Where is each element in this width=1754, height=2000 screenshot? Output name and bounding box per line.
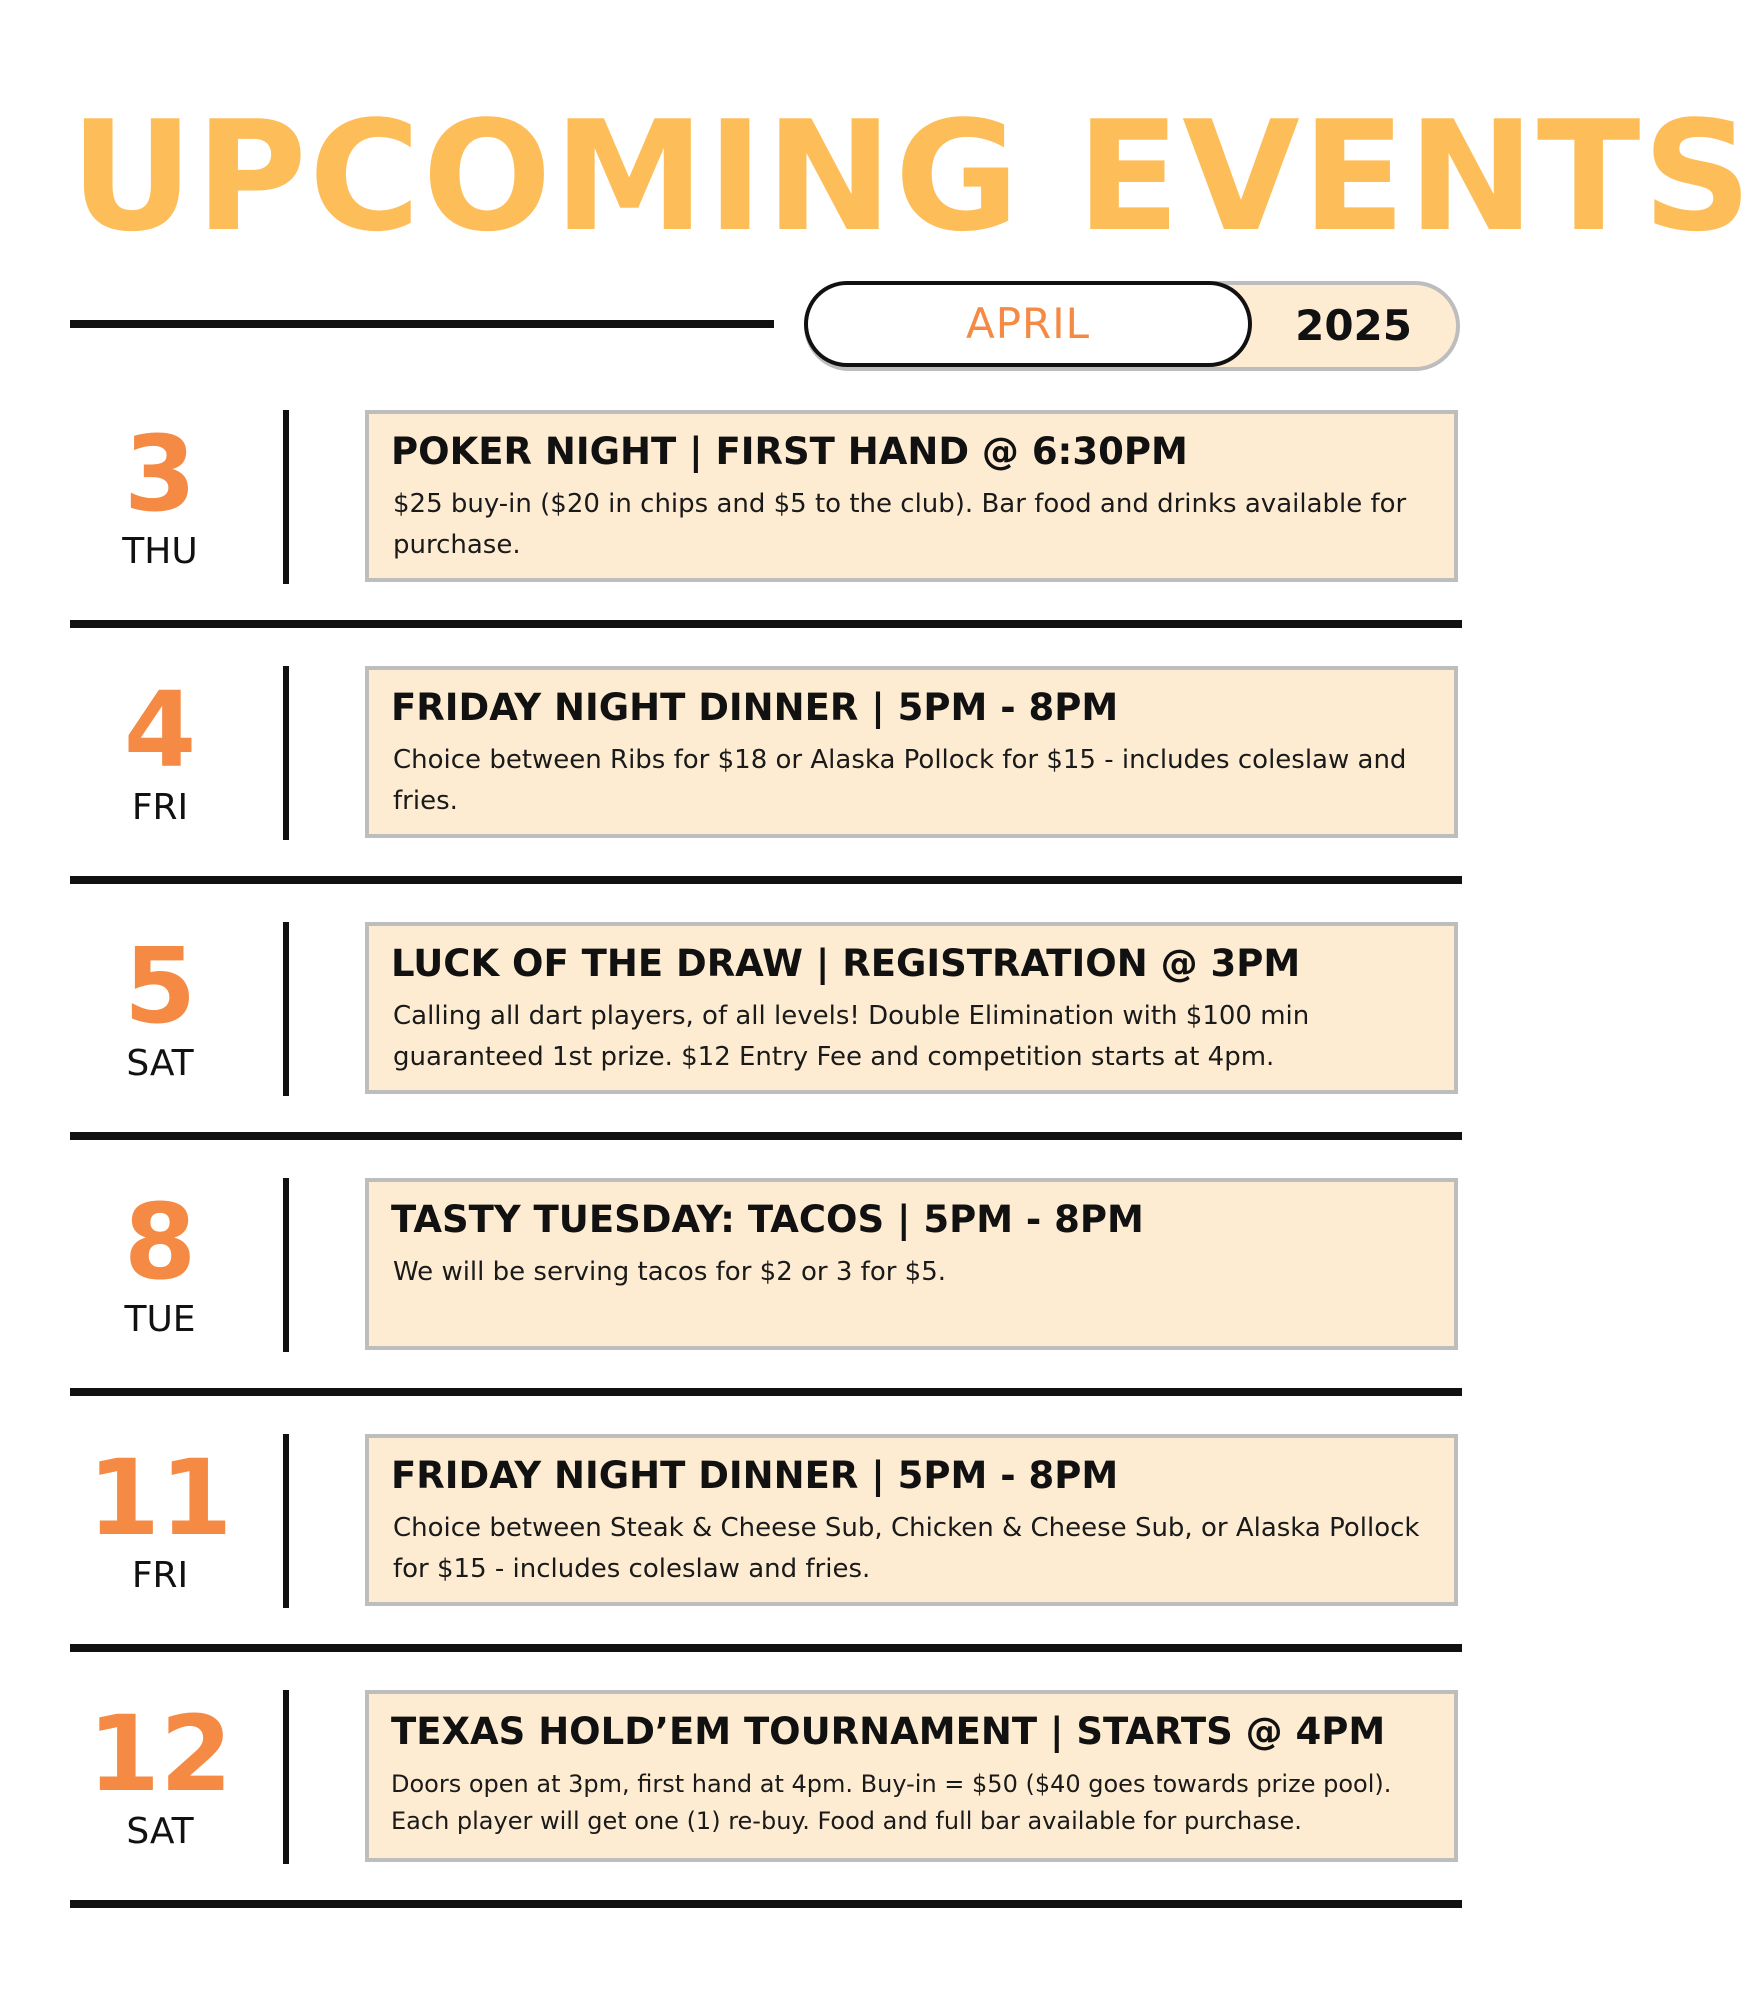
event-item xyxy=(70,410,1462,668)
event-separator xyxy=(70,620,1462,628)
event-item xyxy=(70,1434,1462,1692)
month-year-pill xyxy=(804,281,1456,367)
event-day-number: 4 xyxy=(123,669,197,791)
event-card xyxy=(365,1690,1458,1862)
event-card xyxy=(365,922,1458,1094)
event-card xyxy=(365,410,1458,582)
event-separator xyxy=(70,1388,1462,1396)
event-weekday: SAT xyxy=(126,1043,194,1084)
event-item xyxy=(70,1690,1462,1948)
event-description: We will be serving tacos for $2 or 3 for $5. xyxy=(393,1257,947,1287)
event-title: POKER NIGHT | FIRST HAND @ 6:30PM xyxy=(391,430,1188,473)
date-divider xyxy=(283,1434,289,1608)
page-title: UPCOMING EVENTS xyxy=(70,88,1754,265)
event-separator xyxy=(70,1644,1462,1652)
event-day-number: 11 xyxy=(87,1437,233,1559)
date-divider xyxy=(283,922,289,1096)
event-day-number: 5 xyxy=(123,925,197,1047)
date-divider xyxy=(283,1690,289,1864)
event-item xyxy=(70,666,1462,924)
event-description: Doors open at 3pm, first hand at 4pm. Buy-in = $50 ($40 goes towards prize pool). Each player will get one (1) re-buy. Food and full bar available for purchase. xyxy=(391,1770,1392,1835)
event-card xyxy=(365,666,1458,838)
event-title: LUCK OF THE DRAW | REGISTRATION @ 3PM xyxy=(391,942,1301,985)
event-description: $25 buy-in ($20 in chips and $5 to the club). Bar food and drinks available for purchase. xyxy=(393,489,1407,560)
event-description: Choice between Ribs for $18 or Alaska Pollock for $15 - includes coleslaw and fries. xyxy=(393,745,1407,816)
event-weekday: TUE xyxy=(124,1299,196,1340)
event-title: TASTY TUESDAY: TACOS | 5PM - 8PM xyxy=(391,1198,1144,1241)
event-day-number: 8 xyxy=(123,1181,197,1303)
event-item xyxy=(70,1178,1462,1436)
event-item xyxy=(70,922,1462,1180)
event-weekday: FRI xyxy=(131,787,189,828)
event-weekday: THU xyxy=(122,531,198,572)
event-weekday: FRI xyxy=(131,1555,189,1596)
date-divider xyxy=(283,1178,289,1352)
event-separator xyxy=(70,1900,1462,1908)
event-title: FRIDAY NIGHT DINNER | 5PM - 8PM xyxy=(391,686,1119,729)
event-day-number: 12 xyxy=(87,1693,233,1815)
event-title: TEXAS HOLD’EM TOURNAMENT | STARTS @ 4PM xyxy=(391,1710,1386,1753)
event-weekday: SAT xyxy=(126,1811,194,1852)
event-description: Choice between Steak & Cheese Sub, Chicken & Cheese Sub, or Alaska Pollock for $15 - includes coleslaw and fries. xyxy=(393,1513,1420,1584)
event-card xyxy=(365,1434,1458,1606)
header-divider xyxy=(70,320,774,328)
event-separator xyxy=(70,876,1462,884)
event-card xyxy=(365,1178,1458,1350)
event-title: FRIDAY NIGHT DINNER | 5PM - 8PM xyxy=(391,1454,1119,1497)
month-pill xyxy=(804,281,1252,367)
date-divider xyxy=(283,666,289,840)
month-label: APRIL xyxy=(965,299,1091,348)
event-day-number: 3 xyxy=(123,413,197,535)
event-description: Calling all dart players, of all levels! Double Elimination with $100 min guaranteed 1st prize. $12 Entry Fee and competition starts at 4pm. xyxy=(393,1001,1310,1072)
event-separator xyxy=(70,1132,1462,1140)
date-divider xyxy=(283,410,289,584)
year-label: 2025 xyxy=(1295,301,1412,350)
